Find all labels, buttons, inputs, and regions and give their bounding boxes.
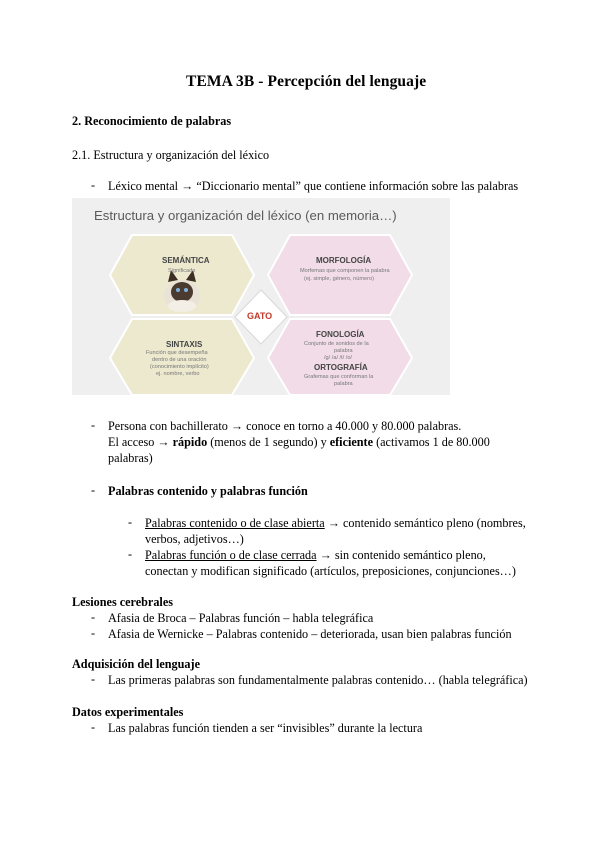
datos-heading: Datos experimentales [72,705,184,719]
lesiones-item: Afasia de Wernicke – Palabras contenido – deteriorada, usan bien palabras función [108,627,512,641]
bullet-dash: - [91,610,96,624]
content-function-heading: Palabras contenido y palabras función [108,484,308,498]
content-words-line: Palabras contenido o de clase abierta → contenido semántico pleno (nombres, [145,516,526,530]
semantica-sub: Significado [168,268,196,274]
morfologia-hexagon [268,235,412,315]
vocab-size-line: Persona con bachillerato → conoce en torno a 40.000 y 80.000 palabras. [108,419,462,433]
diagram-title: Estructura y organización del léxico (en memoria…) [94,208,397,223]
sintaxis-sub: (conocimiento implícito) [150,364,209,370]
morfologia-label: MORFOLOGÍA [316,256,372,265]
access-line: El acceso → rápido (menos de 1 segundo) y eficiente (activamos 1 de 80.000 [108,435,490,449]
access-line-cont: palabras) [108,451,153,465]
fonologia-sub: Conjunto de sonidos de la [304,341,369,347]
adquisicion-item: Las primeras palabras son fundamentalmente palabras contenido… (habla telegráfica) [108,673,528,687]
subsection-heading: 2.1. Estructura y organización del léxico [72,148,270,162]
lexicon-diagram [72,198,450,395]
section-heading: 2. Reconocimiento de palabras [72,114,232,128]
sintaxis-sub: Función que desempeña [146,350,208,356]
function-words-line: Palabras función o de clase cerrada → sin contenido semántico pleno, [145,548,486,562]
bullet-dash: - [128,515,133,529]
bullet-dash: - [91,418,96,432]
bullet-dash: - [128,547,133,561]
ortografia-sub: Grafemas que conforman la [304,374,374,380]
datos-item: Las palabras función tienden a ser “invisibles” durante la lectura [108,721,423,735]
ortografia-sub: palabra [334,381,353,387]
function-words-cont: conectan y modifican significado (artículos, preposiciones, conjunciones…) [145,564,516,578]
morfologia-sub: (ej. simple, género, número) [304,276,374,282]
bullet-dash: - [91,178,96,192]
morfologia-sub: Morfemas que componen la palabra [300,268,390,274]
page-title: TEMA 3B - Percepción del lenguaje [186,73,427,90]
sintaxis-sub: ej. nombre, verbo [156,371,200,377]
ortografia-label: ORTOGRAFÍA [314,363,368,372]
content-words-cont: verbos, adjetivos…) [145,532,244,546]
bullet-dash: - [91,672,96,686]
sintaxis-label: SINTAXIS [166,340,203,349]
bullet-dash: - [91,626,96,640]
lesiones-heading: Lesiones cerebrales [72,595,173,609]
bullet-dash: - [91,483,96,497]
fonologia-sub: /g/ /a/ /t/ /o/ [324,355,352,361]
fonologia-sub: palabra [334,348,353,354]
fonologia-label: FONOLOGÍA [316,330,365,339]
adquisicion-heading: Adquisición del lenguaje [72,657,200,671]
bullet-dash: - [91,720,96,734]
gato-label: GATO [247,311,273,321]
bullet-lexico: Léxico mental → “Diccionario mental” que contiene información sobre las palabras [108,179,519,193]
sintaxis-sub: dentro de una oración [152,357,207,363]
diagram-shapes [72,198,450,395]
lesiones-item: Afasia de Broca – Palabras función – habla telegráfica [108,611,374,625]
semantica-label: SEMÁNTICA [162,256,210,265]
